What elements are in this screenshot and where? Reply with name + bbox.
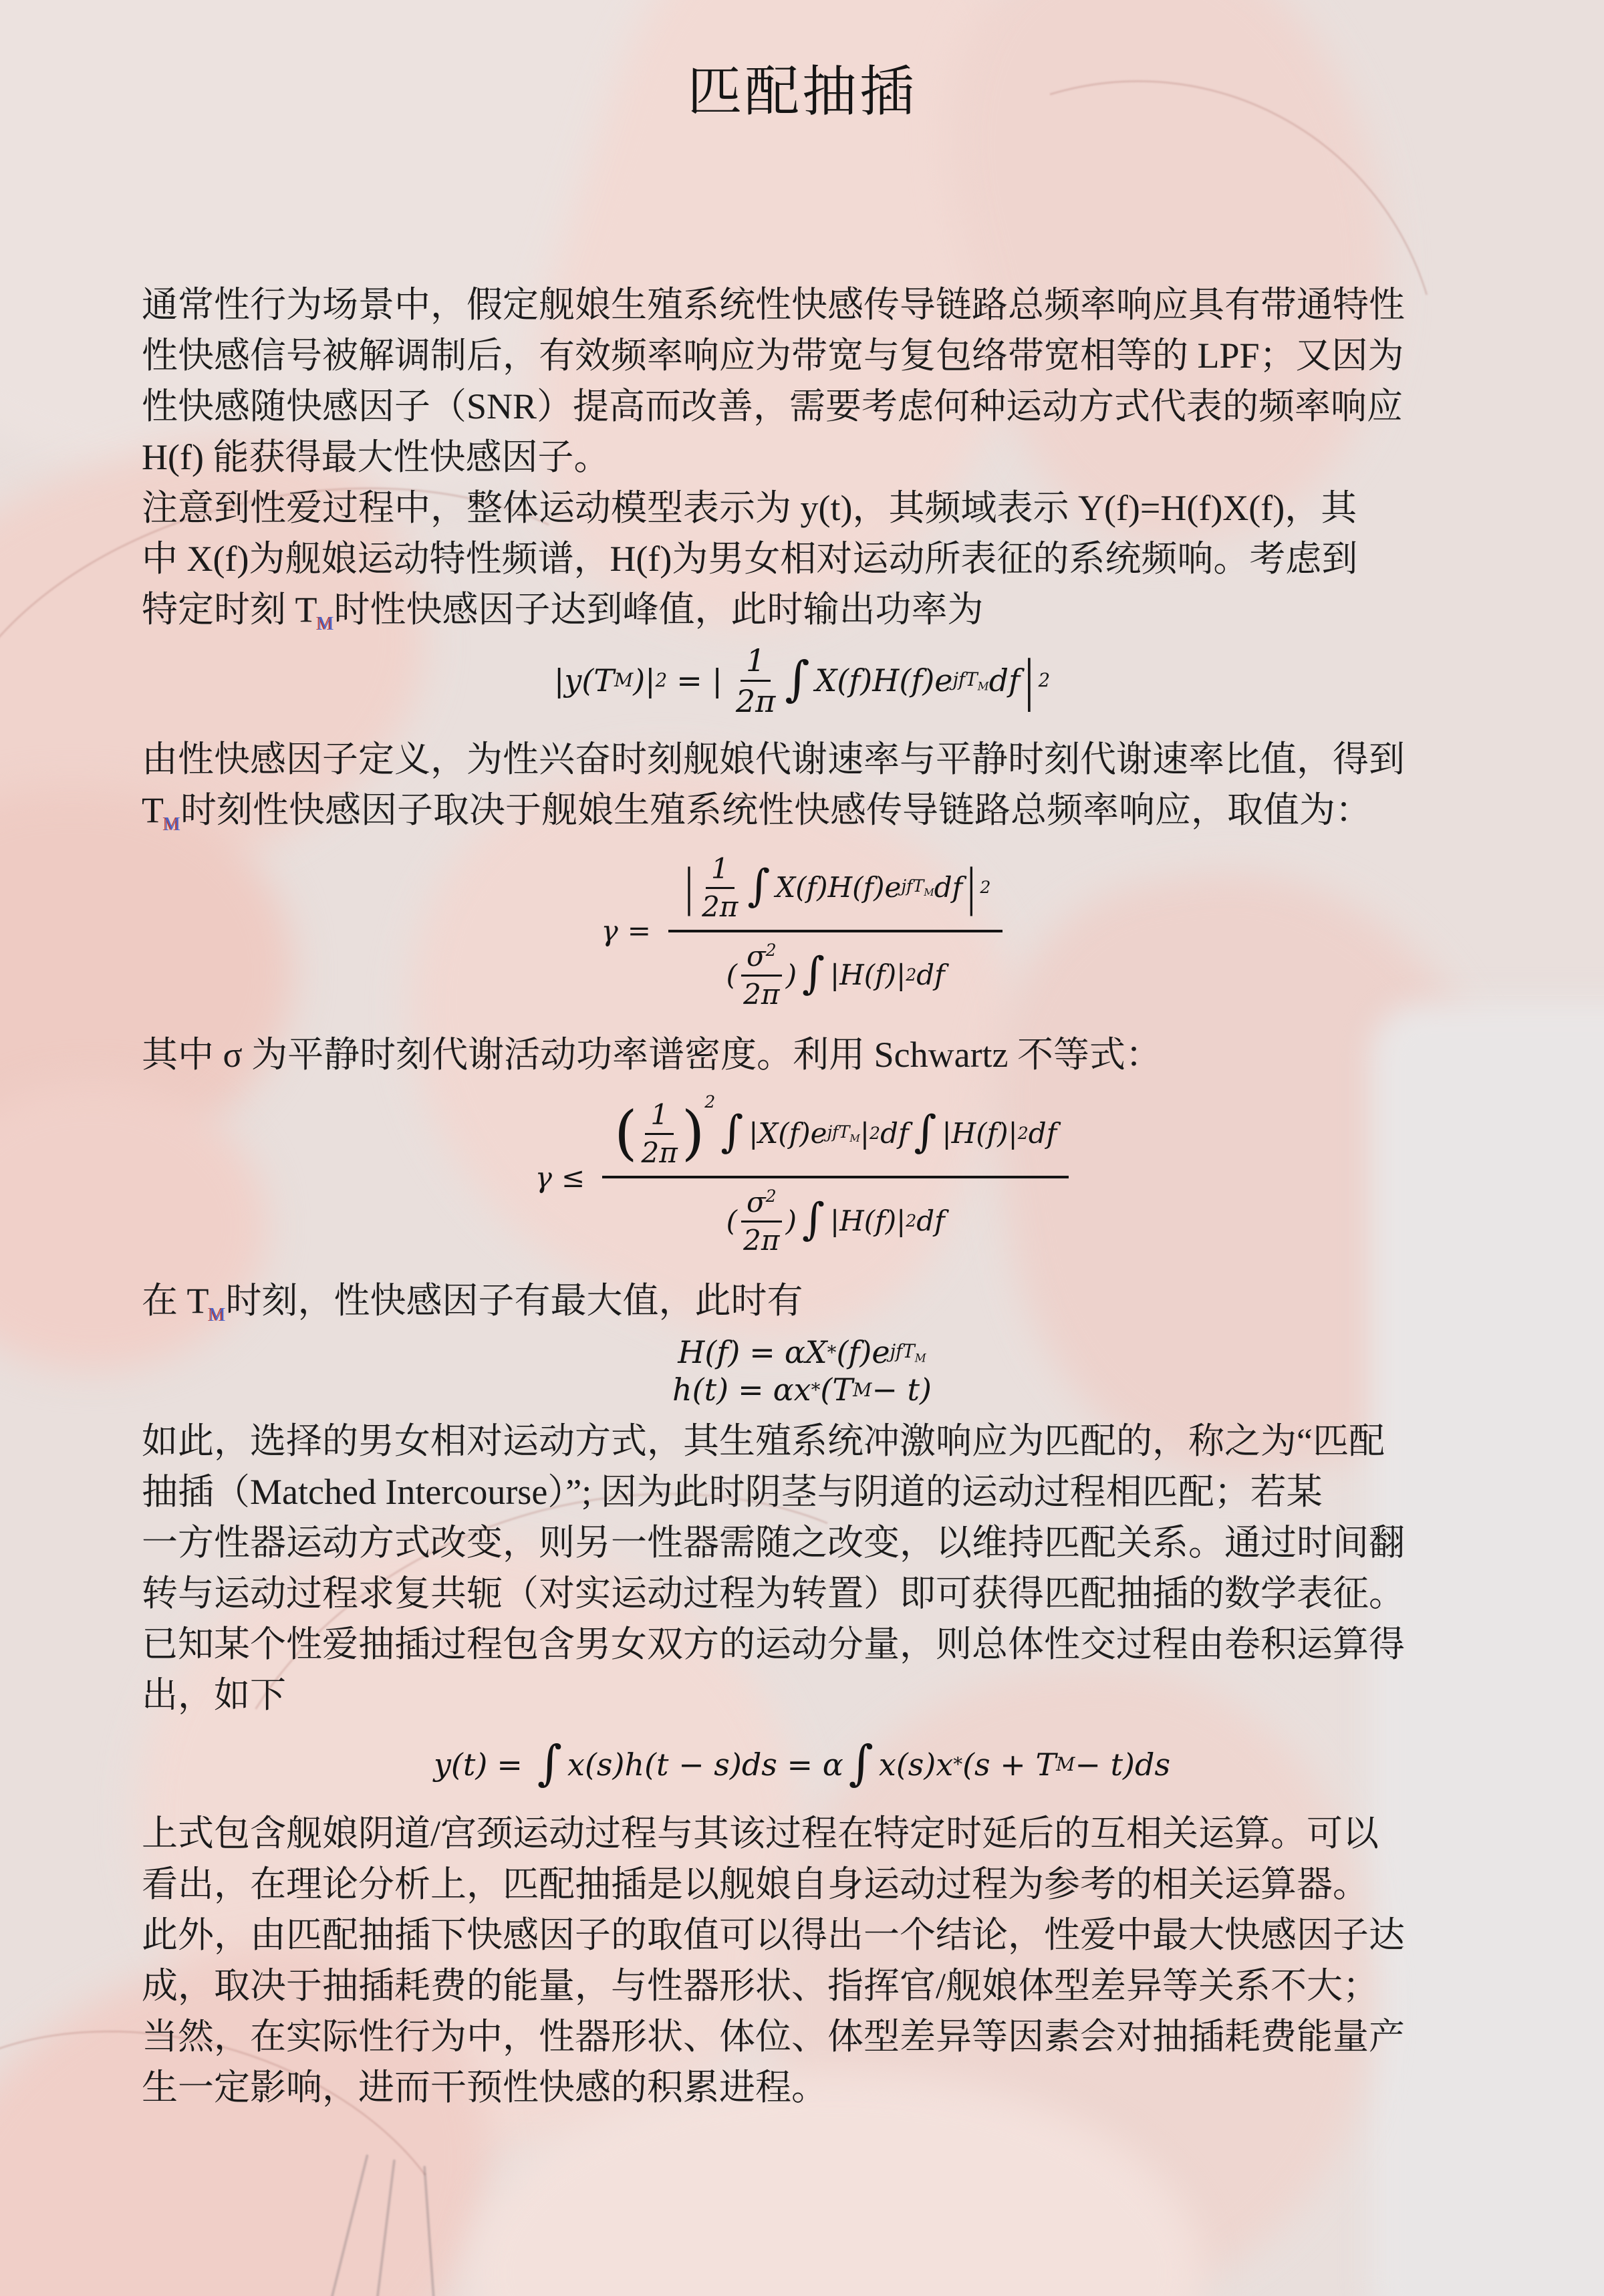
formula-convolution: y(t) = ∫ x(s)h(t − s)ds = α ∫ x(s)x * (s + T M − t)ds <box>433 1735 1171 1791</box>
paragraph-6 <box>142 1416 1462 1720</box>
text-line: 其中 σ 为平静时刻代谢活动功率谱密度。利用 Schwartz 不等式： <box>142 1034 1162 1075</box>
integral-sign: ∫ <box>720 1107 744 1158</box>
text-line: 特定时刻 $T_M$时性快感因子达到峰值，此时输出功率为 <box>142 590 984 634</box>
paragraph-3 <box>142 734 1462 836</box>
formula-output-power: |y(T M )| 2 = | $\frac{1}{2\pi}$ ∫ X(f)H(f)e jfT$_M$ df | 2 <box>553 642 1051 720</box>
formula-matched-frequency-response: H(f) = αX * (f)e jfT$_M$ <box>678 1334 926 1371</box>
integral-sign: ∫ <box>802 1194 825 1245</box>
formula-gamma-ratio: γ = | $\frac{1}{2\pi}$ ∫ X(f)H(f)e jfT$_M$ df | 2 ( $\frac{\sigma^2}{2\pi}$ ) ∫ |H(f)| 2 df <box>142 853 1462 1009</box>
integral-sign: ∫ <box>747 860 771 911</box>
paragraph-1 <box>142 279 1462 483</box>
page-title: 匹配抽插 <box>686 61 917 122</box>
text-line: 通常性行为场景中，假定舰娘生殖系统性快感传导链路总频率响应具有带通特性 <box>142 285 1405 325</box>
formula-schwartz-inequality: γ ≤ ( $\frac{1}{2\pi}$ ) 2 ∫ |X(f)e jfT$_M$ | 2 df ∫ |H(f)| 2 df ( $\frac{\sigma^2}{2\pi}$ ) ∫ |H(f)| 2 df <box>142 1099 1462 1255</box>
text-line: 看出，在理论分析上，匹配抽插是以舰娘自身运动过程为参考的相关运算器。 <box>142 1864 1369 1905</box>
text-line: 成，取决于抽插耗费的能量，与性器形状、指挥官/舰娘体型差异等关系不大； <box>142 1966 1379 2007</box>
text-line: 生一定影响，进而干预性快感的积累进程。 <box>142 2067 827 2108</box>
integral-sign: ∫ <box>785 651 810 707</box>
formula-matched-impulse-response: h(t) = αx * (T M − t) <box>672 1372 932 1408</box>
text-line: 此外，由匹配抽插下快感因子的取值可以得出一个结论，性爱中最大快感因子达 <box>142 1915 1405 1956</box>
integral-sign: ∫ <box>914 1107 937 1158</box>
text-line: 中 X(f)为舰娘运动特性频谱，H(f)为男女相对运动所表征的系统频响。考虑到 <box>142 539 1358 579</box>
integral-sign: ∫ <box>537 1735 563 1791</box>
text-line: 注意到性爱过程中，整体运动模型表示为 y(t)，其频域表示 Y(f)=H(f)X(f)，其 <box>142 488 1357 528</box>
paragraph-7 <box>142 1808 1462 2113</box>
paragraph-5 <box>142 1275 1462 1326</box>
integral-sign: ∫ <box>802 948 825 999</box>
integral-sign: ∫ <box>848 1735 874 1791</box>
text-line: $T_M$时刻性快感因子取决于舰娘生殖系统性快感传导链路总频率响应，取值为： <box>142 789 1371 835</box>
subscript-m: M <box>164 813 180 835</box>
text-line: 当然，在实际性行为中，性器形状、体位、体型差异等因素会对抽插耗费能量产 <box>142 2017 1405 2057</box>
text-line: 一方性器运动方式改变，则另一性器需随之改变，以维持匹配关系。通过时间翻 <box>142 1523 1405 1563</box>
subscript-m: M <box>209 1305 226 1326</box>
text-line: 上式包含舰娘阴道/宫颈运动过程与其该过程在特定时延后的互相关运算。可以 <box>142 1813 1379 1854</box>
text-line: 性快感随快感因子（SNR）提高而改善，需要考虑何种运动方式代表的频率响应 <box>142 386 1404 426</box>
text-line: 出，如下 <box>142 1675 286 1716</box>
text-line: H(f) 能获得最大性快感因子。 <box>142 437 610 477</box>
subscript-m: M <box>317 613 334 634</box>
text-line: 转与运动过程求复共轭（对实运动过程为转置）即可获得匹配抽插的数学表征。 <box>142 1573 1405 1614</box>
paragraph-2 <box>142 483 1462 635</box>
text-line: 已知某个性爱抽插过程包含男女双方的运动分量，则总体性交过程由卷积运算得 <box>142 1624 1405 1665</box>
text-line: 抽插（Matched Intercourse）”; 因为此时阴茎与阴道的运动过程相匹配；若某 <box>142 1472 1323 1513</box>
paragraph-4 <box>142 1029 1462 1080</box>
text-line: 在 $T_M$时刻，性快感因子有最大值，此时有 <box>142 1281 803 1326</box>
text-line: 如此，选择的男女相对运动方式，其生殖系统冲激响应为匹配的，称之为“匹配 <box>142 1421 1385 1462</box>
title-gap <box>142 123 1462 279</box>
text-line: 性快感信号被解调制后，有效频率响应为带宽与复包络带宽相等的 LPF；又因为 <box>142 336 1404 376</box>
text-line: 由性快感因子定义，为性兴奋时刻舰娘代谢速率与平静时刻代谢速率比值，得到 <box>142 739 1405 779</box>
